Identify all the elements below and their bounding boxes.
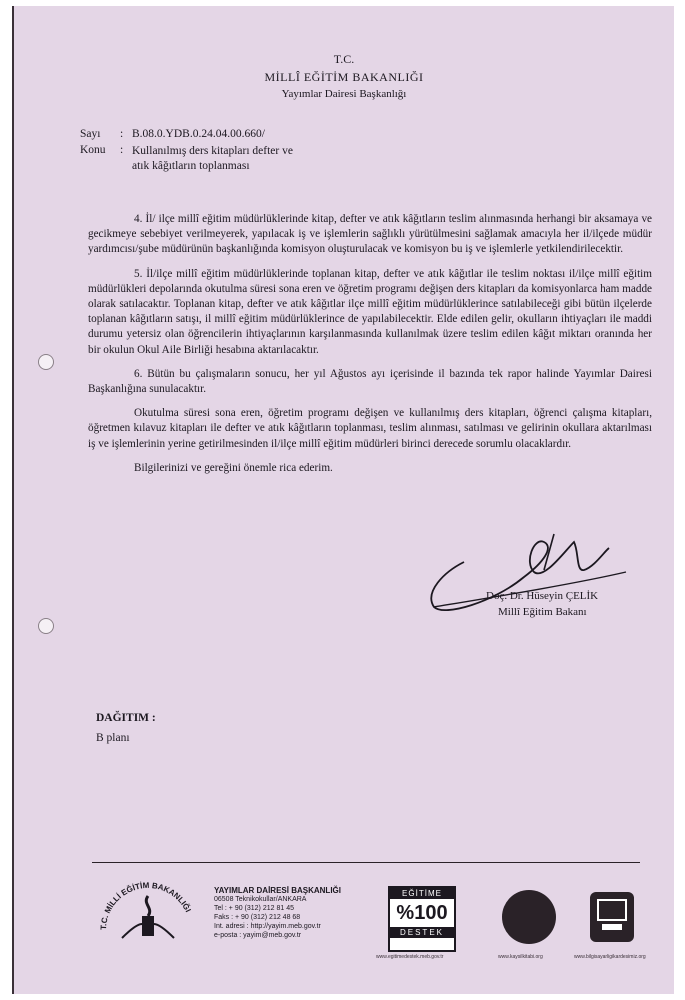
konu-label: Konu — [80, 144, 106, 156]
footer-url-2: www.kaysilkitabi.org — [498, 954, 543, 960]
round-seal-icon — [502, 890, 556, 944]
punch-hole-bottom — [38, 618, 54, 634]
computer-icon — [590, 892, 634, 942]
footer-url-1: www.egitimedestek.meb.gov.tr — [376, 954, 444, 960]
footer-web: Int. adresi : http://yayim.meb.gov.tr — [214, 923, 321, 930]
svg-text:T.C. MİLLİ EĞİTİM BAKANLIĞI: T.C. MİLLİ EĞİTİM BAKANLIĞI — [98, 880, 193, 931]
konu-value-line2: atık kâğıtların toplanması — [132, 160, 250, 172]
signatory-title: Millî Eğitim Bakanı — [498, 606, 587, 618]
footer-email: e-posta : yayim@meb.gov.tr — [214, 932, 302, 939]
paragraph-5: 5. İl/ilçe millî eğitim müdürlüklerinde toplanan kitap, defter ve atık kâğıtlar ile teslim noktası il/ilçe millî eğitim müdürlükleri depolarında okutulma süresi sona eren ve öğretim programı değişen ders kitapları da komisyonlarca ham madde olarak satılacaktır. Toplanan kitap, defter ve atık kâğıtlar ilçe millî eğitim müdürlüklerince satılabileceği gibi bütün ilçelerde toplanan kâğıtların satışı, il millî eğitim müdürlüklerince de yapılabilecektir. Elde edilen gelir, okulların ihtiyaçları ile maddi durumu yetersiz olan öğrencilerin ihtiyaçlarının karşılanmasında kullanılmak üzere teslim edilen kâğıt miktarı oranında her bir okulun Okul Aile Birliği hesabına aktarılacaktır. — [88, 267, 652, 356]
footer-divider — [92, 862, 640, 863]
distribution-label: DAĞITIM : — [96, 712, 156, 724]
ministry-logo — [92, 868, 204, 948]
footer-dept: YAYIMLAR DAİRESİ BAŞKANLIĞI — [214, 886, 341, 895]
footer-url-3: www.bilgisayarligikardesimiz.org — [574, 954, 646, 960]
footer-contact — [214, 886, 341, 940]
konu-value-line1: Kullanılmış ders kitapları defter ve — [132, 145, 293, 157]
paragraph-closing: Bilgilerinizi ve gereğini önemle rica ederim. — [134, 461, 333, 474]
paragraph-7: Okutulma süresi sona eren, öğretim programı değişen ve kullanılmış ders kitapları, öğrenci çalışma kitapları, öğretmen kılavuz kitapları ile defter ve atık kâğıtların toplanması, teslim alınması, satılması ve gelirinin okullara aktarılması iş ve işlemlerinin yerine getirilmesinden il/ilçe millî eğitim müdürleri birinci derecede sorumlu olacaklardır. — [88, 407, 652, 450]
header-tc: T.C. — [333, 52, 355, 66]
footer-fax: Faks : + 90 (312) 212 48 68 — [214, 914, 301, 921]
punch-hole-top — [38, 354, 54, 370]
paragraph-4: 4. İl/ ilçe millî eğitim müdürlüklerinde kitap, defter ve atık kâğıtların teslim alınmasında herhangi bir aksamaya ve gecikmeye sebebiyet verilmeyerek, yapılacak iş ve işlemlerin sağlıklı yürütülmesini sağlamak amacıyla her il/ilçede müdür yardımcısı/şube müdürünün başkanlığında komisyon oluşturulacak ve komisyon bu iş ve işlemlerle yetkilendirilecektir. — [88, 213, 652, 256]
footer-address: 06508 Teknikokullar/ANKARA — [214, 896, 307, 903]
sayi-label: Sayı — [80, 128, 101, 140]
meta-sayi: Sayı : B.08.0.YDB.0.24.04.00.660/ — [80, 128, 265, 140]
document-page — [12, 6, 674, 994]
header-ministry: MİLLÎ EĞİTİM BAKANLIĞI — [264, 70, 424, 84]
sayi-value: B.08.0.YDB.0.24.04.00.660/ — [132, 128, 265, 140]
header-department: Yayımlar Dairesi Başkanlığı — [281, 88, 407, 100]
footer-tel: Tel : + 90 (312) 212 81 45 — [214, 905, 294, 912]
paragraph-6: 6. Bütün bu çalışmaların sonucu, her yıl Ağustos ayı içerisinde il bazında tek rapor halinde Yayımlar Dairesi Başkanlığına sunulacaktır. — [88, 367, 652, 396]
meta-konu: Konu : Kullanılmış ders kitapları defter ve atık kâğıtların toplanması — [80, 144, 293, 172]
distribution-value: B planı — [96, 732, 130, 744]
education-support-badge: EĞİTİME %100 DESTEK — [388, 886, 456, 952]
signatory-name: Doç. Dr. Hüseyin ÇELİK — [486, 590, 599, 602]
body-text — [88, 212, 652, 485]
